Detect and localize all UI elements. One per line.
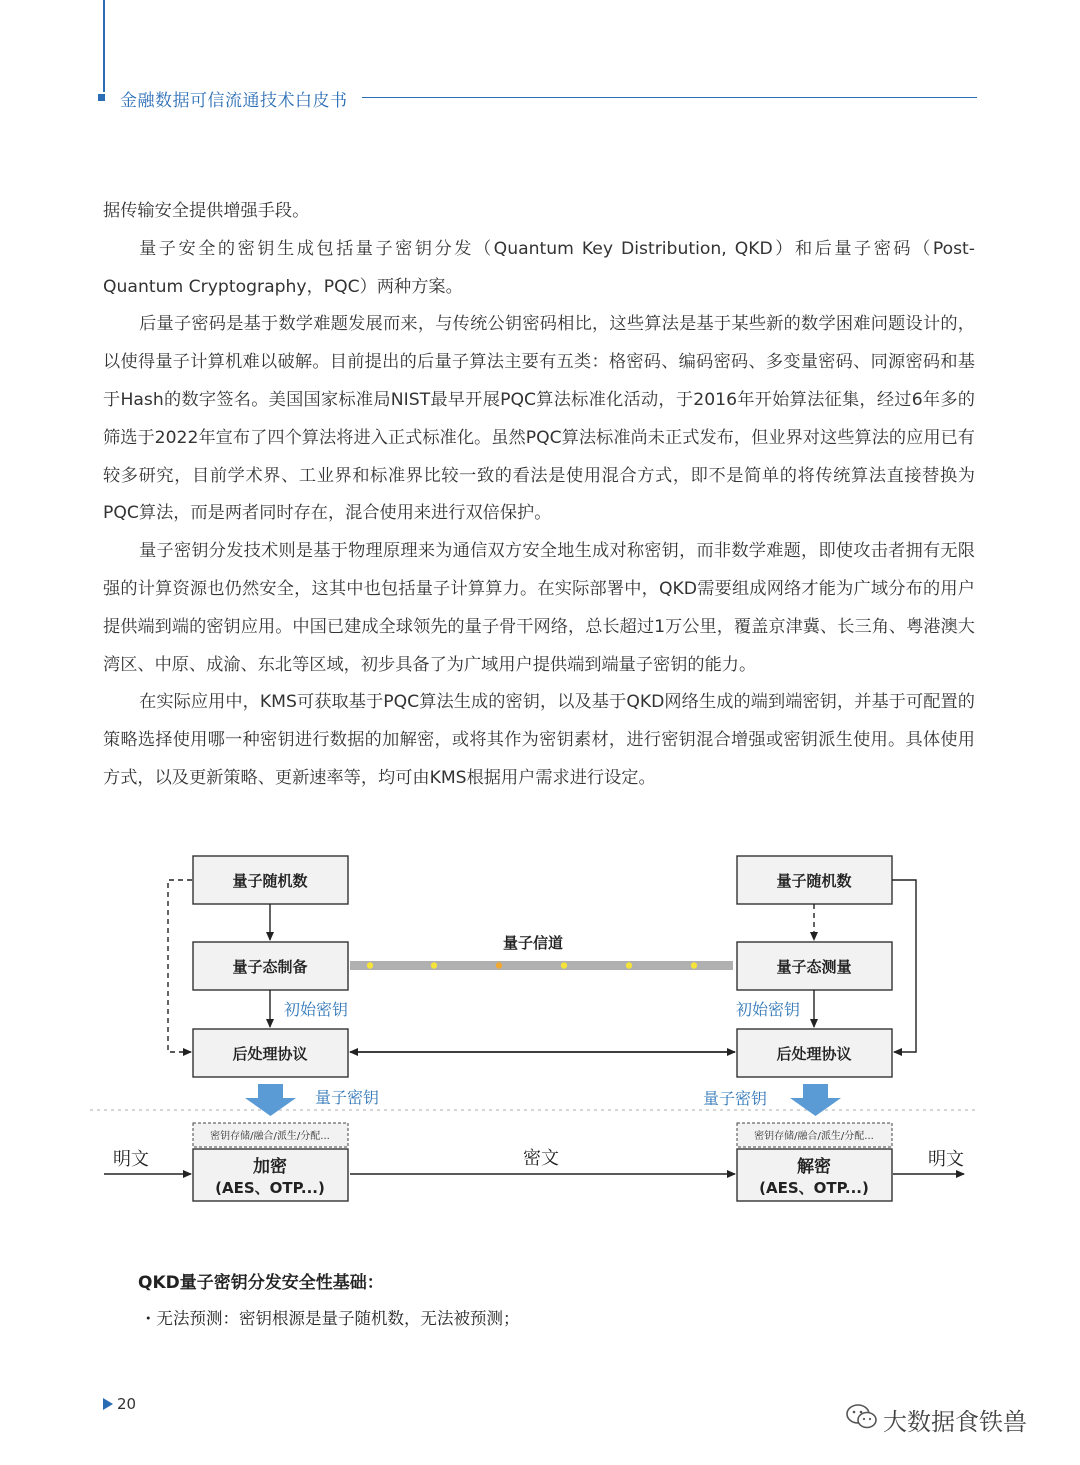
quantum-channel-label: 量子信道	[502, 934, 564, 952]
ciphertext-label: 密文	[523, 1148, 559, 1169]
photon-dot	[561, 962, 567, 968]
wechat-icon	[845, 1403, 879, 1431]
decrypt-label: 解密	[797, 1157, 831, 1177]
left-kms-label: 密钥存储/融合/派生/分配...	[210, 1131, 330, 1142]
photon-dot	[367, 962, 373, 968]
right-quantum-key-down-arrow	[790, 1084, 841, 1116]
plaintext-out-label: 明文	[928, 1149, 964, 1170]
photon-dot	[496, 962, 502, 968]
qkd-diagram	[0, 840, 1080, 1220]
left-quantum-key-label: 量子密钥	[315, 1088, 380, 1107]
photon-dot	[626, 962, 632, 968]
right-random-label: 量子随机数	[776, 872, 852, 890]
header-accent-dot	[98, 94, 105, 101]
bullet-item: ・无法预测：密钥根源是量子随机数，无法被预测；	[140, 1309, 520, 1328]
right-quantum-key-label: 量子密钥	[703, 1089, 768, 1108]
watermark-text: 大数据食铁兽	[883, 1408, 1027, 1436]
photon-dot	[691, 962, 697, 968]
paragraph: 量子密钥分发技术则是基于物理原理来为通信双方安全地生成对称密钥，而非数学难题，即使攻击者拥有无限强的计算资源也仍然安全，这其中也包括量子计算算力。在实际部署中，QKD需要组成网络才能为广域分布的用户提供端到端的密钥应用。中国已建成全球领先的量子骨干网络，总长超过1万公里，覆盖京津冀、长三角、粤港澳大湾区、中原、成渝、东北等区域，初步具备了为广域用户提供端到端量子密钥的能力。	[103, 541, 975, 675]
left-prepare-label: 量子态制备	[232, 958, 308, 976]
right-kms-label: 密钥存储/融合/派生/分配...	[754, 1131, 874, 1142]
paragraph: 在实际应用中，KMS可获取基于PQC算法生成的密钥，以及基于QKD网络生成的端到端密钥，并基于可配置的策略选择使用哪一种密钥进行数据的加解密，或将其作为密钥素材，进行密钥混合增强或密钥派生使用。具体使用方式，以及更新策略、更新速率等，均可由KMS根据用户需求进行设定。	[103, 692, 975, 788]
header-rule	[362, 97, 977, 98]
plaintext-in-label: 明文	[113, 1149, 149, 1170]
right-post-label: 后处理协议	[776, 1045, 852, 1063]
header-title: 金融数据可信流通技术白皮书	[120, 91, 348, 111]
photon-dot	[431, 962, 437, 968]
section-title: QKD量子密钥分发安全性基础：	[138, 1273, 384, 1293]
body-text	[103, 193, 975, 798]
left-initial-key-label: 初始密钥	[284, 1000, 349, 1019]
right-random-to-post-arrow	[892, 880, 916, 1052]
right-measure-label: 量子态测量	[776, 958, 852, 976]
left-quantum-key-down-arrow	[245, 1084, 296, 1116]
right-initial-key-label: 初始密钥	[736, 1000, 801, 1019]
encrypt-label: 加密	[253, 1157, 287, 1177]
paragraph: 后量子密码是基于数学难题发展而来，与传统公钥密码相比，这些算法是基于某些新的数学困难问题设计的，以使得量子计算机难以破解。目前提出的后量子算法主要有五类：格密码、编码密码、多变量密码、同源密码和基于Hash的数字签名。美国国家标准局NIST最早开展PQC算法标准化活动，于2016年开始算法征集，经过6年多的筛选于2022年宣布了四个算法将进入正式标准化。虽然PQC算法标准尚未正式发布，但业界对这些算法的应用已有较多研究，目前学术界、工业界和标准界比较一致的看法是使用混合方式，即不是简单的将传统算法直接替换为PQC算法，而是两者同时存在，混合使用来进行双倍保护。	[103, 314, 975, 524]
left-random-label: 量子随机数	[232, 872, 308, 890]
page-number: 20	[117, 1395, 137, 1413]
header-accent-line	[103, 0, 105, 92]
paragraph: 量子安全的密钥生成包括量子密钥分发（Quantum Key Distribution, QKD）和后量子密码（Post-Quantum Cryptography，PQC）两种方案。	[103, 238, 975, 297]
quantum-channel-bar	[350, 961, 733, 970]
encrypt-sub-label: (AES、OTP...)	[215, 1179, 325, 1197]
page-marker-icon	[103, 1398, 113, 1410]
paragraph: 据传输安全提供增强手段。	[103, 201, 310, 221]
decrypt-sub-label: (AES、OTP...)	[759, 1179, 869, 1197]
left-random-to-post-dashed-arrow	[168, 880, 192, 1052]
left-post-label: 后处理协议	[232, 1045, 308, 1063]
